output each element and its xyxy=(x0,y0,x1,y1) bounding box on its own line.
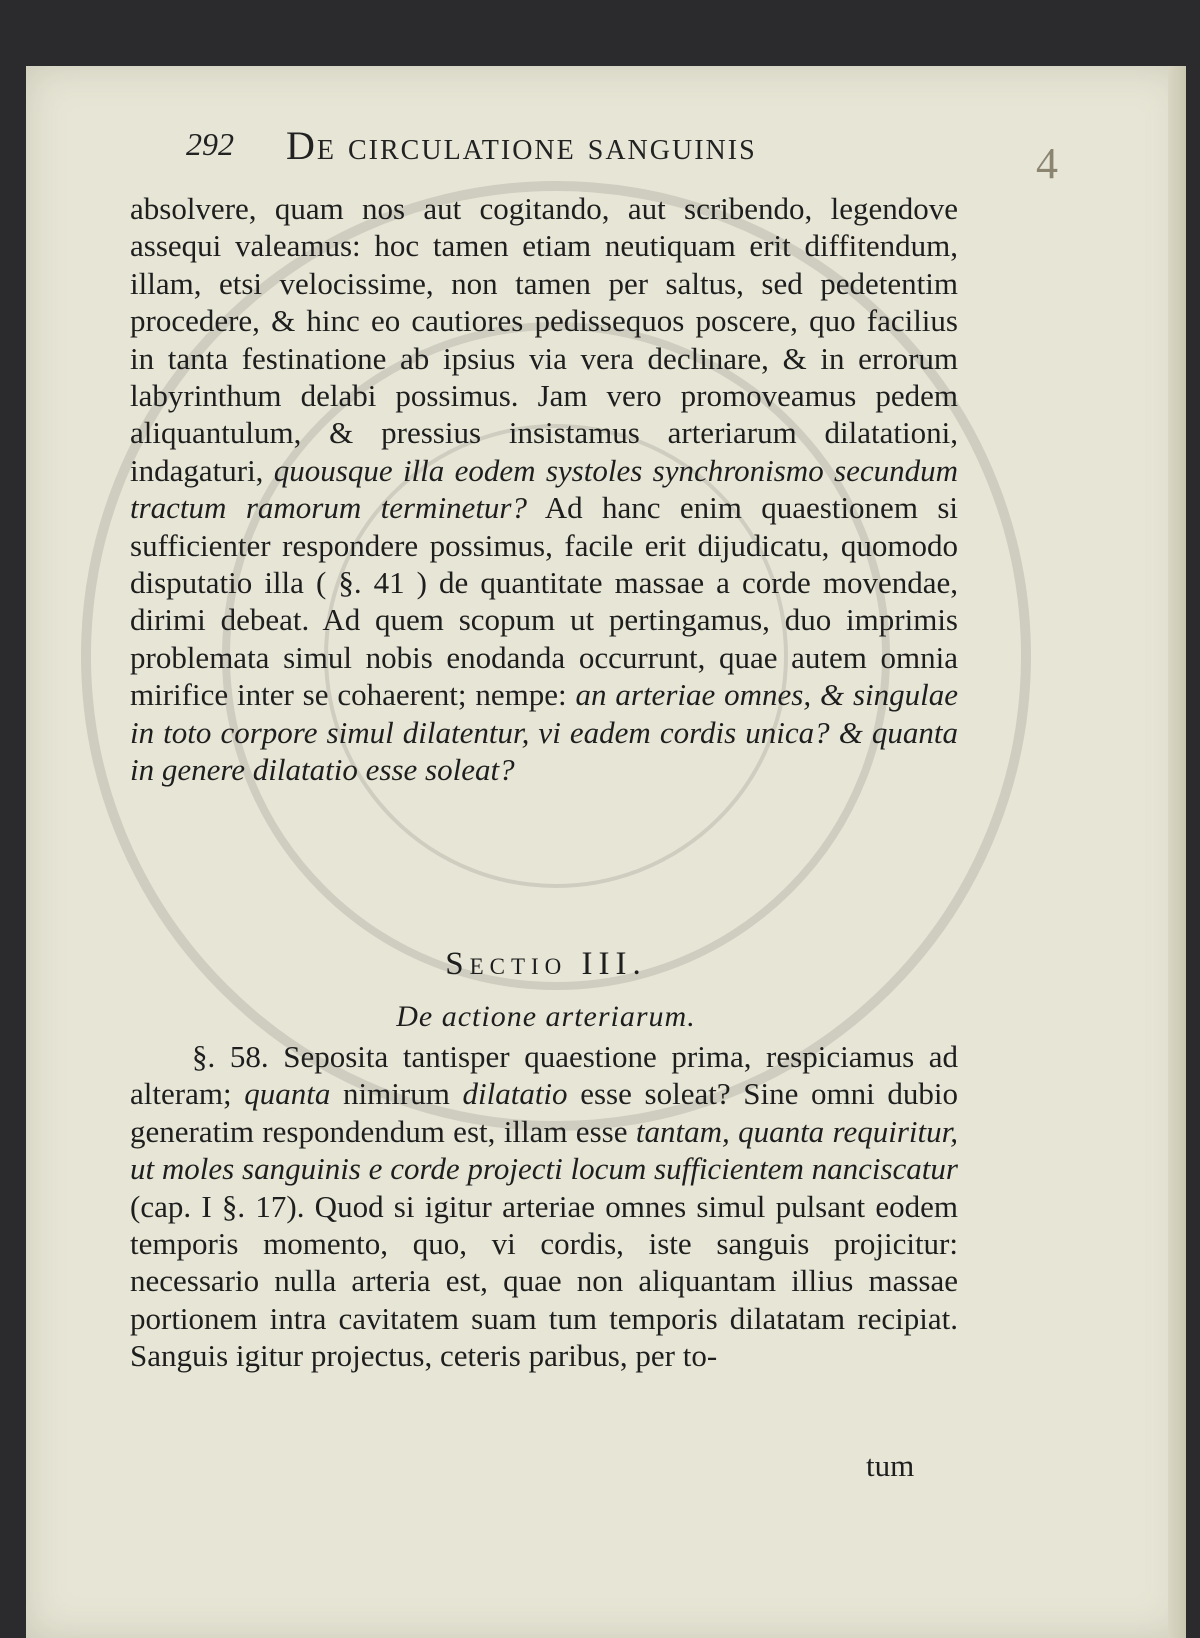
text-run: Ad hanc enim quaestionem si sufficienter respondere possimus, facile erit dijudicatu, quomodo disputatio illa ( §. 41 ) de quantitate massae a corde movendae, dirimi debeat. Ad quem scopum ut pertingamus, duo imprimis problemata simul nobis enodanda occurrunt, quae autem omnia mirifice inter se cohaerent; nempe: xyxy=(130,490,958,713)
italic-run: dilatatio xyxy=(462,1076,568,1112)
page-number: 292 xyxy=(186,126,234,162)
catchword: tum xyxy=(866,1448,915,1483)
text-run: esse soleat? Sine omni dubio generatim respondendum est, illam esse xyxy=(130,1076,959,1149)
italic-run: quousque illa eodem systoles synchronismo secundum tractum ramorum terminetur? xyxy=(130,452,958,526)
section-subheading: De actione arteriarum. xyxy=(396,1000,696,1033)
text-run: absolvere, quam nos aut cogitando, aut scribendo, legendove assequi valeamus: hoc tamen etiam neutiquam erit diffitendum, illam, etsi velocissime, non tamen per saltus, sed pedetentim procedere, & hinc eo cautiores pedissequos poscere, quo facilius in tanta festinatione ab ipsius via vera declinare, & in errorum labyrinthum delabi possimus. Jam vero promoveamus pedem aliquantulum, & pressius insistamus arteriarum dilatationi, indagaturi, xyxy=(130,191,958,488)
handwritten-mark: 4 xyxy=(1036,139,1058,188)
paragraph-58 xyxy=(130,1038,958,1375)
italic-run: an arteriae omnes, & singulae in toto corpore simul dilatentur, vi eadem cordis unica? & quanta in genere dilatatio esse soleat? xyxy=(130,677,959,788)
book-page xyxy=(26,66,1186,1638)
page-edge-shadow xyxy=(1168,66,1186,1638)
running-header xyxy=(186,118,1006,168)
italic-run: quanta xyxy=(244,1076,331,1112)
running-title: De circulatione sanguinis xyxy=(286,123,757,168)
text-run: §. 58. Seposita tantisper quaestione prima, respiciamus ad alteram; xyxy=(130,1039,958,1112)
text-run: (cap. I §. 17). Quod si igitur arteriae omnes simul pulsant eodem temporis momento, quo, vi cordis, iste sanguis projicitur: necessario nulla arteria est, quae non aliquantam illius massae portionem intra cavitatem suam tum temporis dilatatam recipiat. Sanguis igitur projectus, ceteris paribus, per to- xyxy=(130,1188,958,1374)
section-heading: Sectio III. xyxy=(445,946,647,982)
italic-run: tantam, quanta requiritur, ut moles sanguinis e corde projecti locum sufficientem nanciscatur xyxy=(130,1113,959,1187)
paragraph-continuation xyxy=(130,190,958,789)
text-run: nimirum xyxy=(343,1076,450,1112)
